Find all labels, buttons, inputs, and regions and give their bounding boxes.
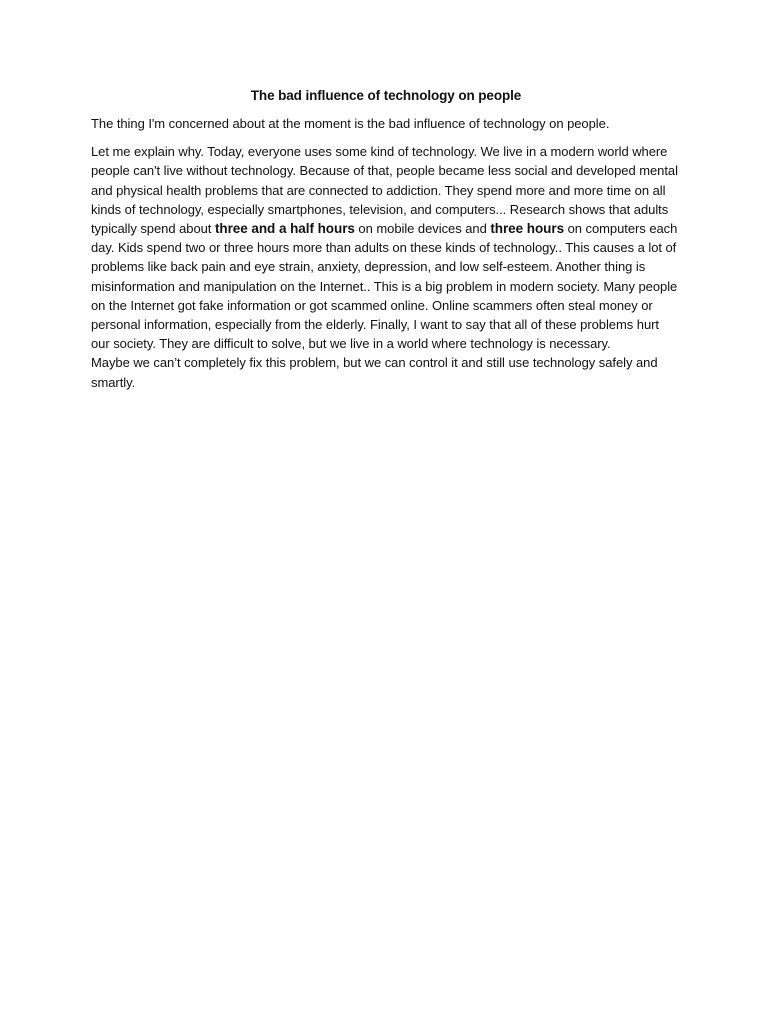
bold-phrase-three-and-a-half-hours: three and a half hours: [214, 221, 355, 237]
document-title: The bad influence of technology on people: [250, 88, 522, 103]
body-text-part2: on mobile devices and: [354, 221, 491, 237]
body-text-part1: Let me explain why. Today, everyone uses some kind of technology. We live in a modern world where people can't live without technology. Because of that, people became less social and developed mental and physical health problems that are connected to addiction. They spend more and more time on all kinds of technology, especially smartphones, television, and computers... Research shows that adults typically spend about: [91, 144, 678, 237]
conclusion-paragraph: Maybe we can’t completely fix this problem, but we can control it and still use technology safely and smartly.: [91, 355, 658, 390]
body-text-part3: on computers each day. Kids spend two or three hours more than adults on these kinds of technology.. This causes a lot of problems like back pain and eye strain, anxiety, depression, and low self-esteem. Another thing is misinformation and manipulation on the Internet.. This is a big problem in modern society. Many people on the Internet got fake information or got scammed online. Online scammers often steal money or personal information, especially from the elderly. Finally, I want to say that all of these problems hurt our society. They are difficult to solve, but we live in a world where technology is necessary.: [91, 221, 678, 352]
body-paragraph: [91, 142, 681, 353]
bold-phrase-three-hours: three hours: [490, 221, 565, 237]
intro-paragraph: The thing I'm concerned about at the moment is the bad influence of technology on people.: [91, 116, 610, 131]
document-page: [91, 87, 681, 392]
